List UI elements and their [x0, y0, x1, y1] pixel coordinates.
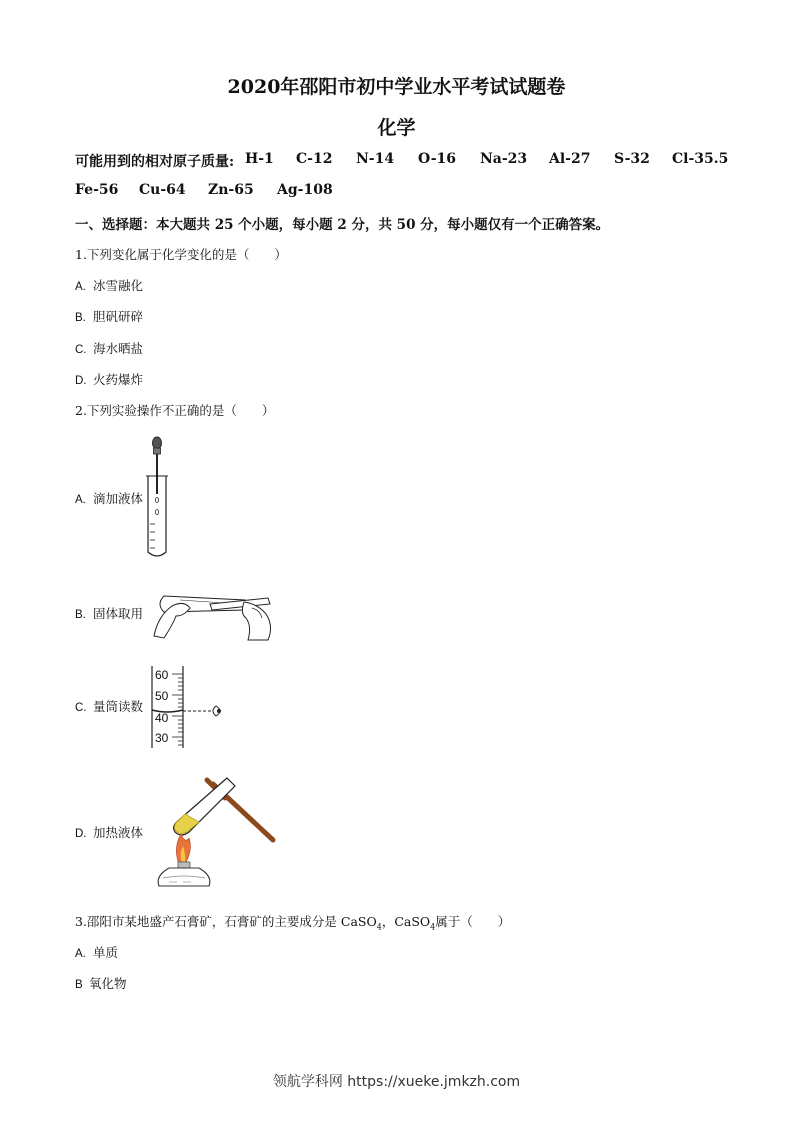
exam-title: 2020年邵阳市初中学业水平考试试题卷 — [227, 76, 566, 98]
question-3-stem: 3.邵阳市某地盛产石膏矿，石膏矿的主要成分是 CaSO$_4$，CaSO$_4$属于（ ） — [75, 914, 511, 932]
question-1-stem: 1.下列变化属于化学变化的是（ ） — [75, 247, 287, 262]
question-1-option-d: D. 火药爆炸 — [75, 372, 144, 387]
atomic-mass-item: Al-27 — [549, 151, 591, 167]
cylinder-tick-label: 50 — [155, 689, 169, 703]
atomic-mass-item: H-1 — [245, 151, 274, 167]
question-3-option-b: B 氧化物 — [75, 976, 127, 991]
atomic-mass-item: N-14 — [356, 151, 395, 167]
cylinder-tick-label: 30 — [155, 731, 169, 745]
solid-taking-figure — [150, 586, 275, 644]
atomic-mass-item: C-12 — [296, 151, 333, 167]
cylinder-tick-label: 60 — [155, 668, 169, 682]
atomic-mass-item: Fe-56 — [75, 182, 119, 198]
atomic-mass-item: S-32 — [614, 151, 650, 167]
atomic-mass-item: Zn-65 — [208, 182, 254, 198]
atomic-mass-item: O-16 — [418, 151, 457, 167]
graduated-cylinder-figure — [150, 664, 235, 750]
question-1-option-b: B. 胆矾研碎 — [75, 309, 144, 324]
question-2-option-c: C. 量筒读数 — [75, 699, 144, 714]
question-2-option-d: D. 加热液体 — [75, 825, 144, 840]
atomic-mass-row-2 — [75, 182, 375, 202]
atomic-mass-row-1 — [75, 151, 735, 171]
heating-liquid-figure — [155, 768, 280, 893]
atomic-mass-label: 可能用到的相对原子质量: — [75, 154, 235, 170]
question-1-option-c: C. 海水晒盐 — [75, 341, 144, 356]
question-2-option-a: A. 滴加液体 — [75, 491, 144, 506]
atomic-mass-item: Cl-35.5 — [672, 151, 729, 167]
atomic-mass-item: Na-23 — [480, 151, 528, 167]
atomic-mass-item: Ag-108 — [277, 182, 333, 198]
subject-title: 化学 — [377, 117, 416, 139]
question-2-stem: 2.下列实验操作不正确的是（ ） — [75, 403, 275, 418]
question-1-option-a: A. 冰雪融化 — [75, 278, 144, 293]
section-heading: 一、选择题：本大题共 25 个小题，每小题 2 分，共 50 分，每小题仅有一个正确答案。 — [75, 217, 610, 233]
footer-watermark: 领航学科网 https://xueke.jmkzh.com — [272, 1074, 521, 1090]
cylinder-tick-label: 40 — [155, 711, 169, 725]
question-2-option-b: B. 固体取用 — [75, 606, 144, 621]
dropper-test-tube-figure — [140, 432, 180, 562]
question-3-option-a: A. 单质 — [75, 945, 119, 960]
atomic-mass-item: Cu-64 — [139, 182, 186, 198]
